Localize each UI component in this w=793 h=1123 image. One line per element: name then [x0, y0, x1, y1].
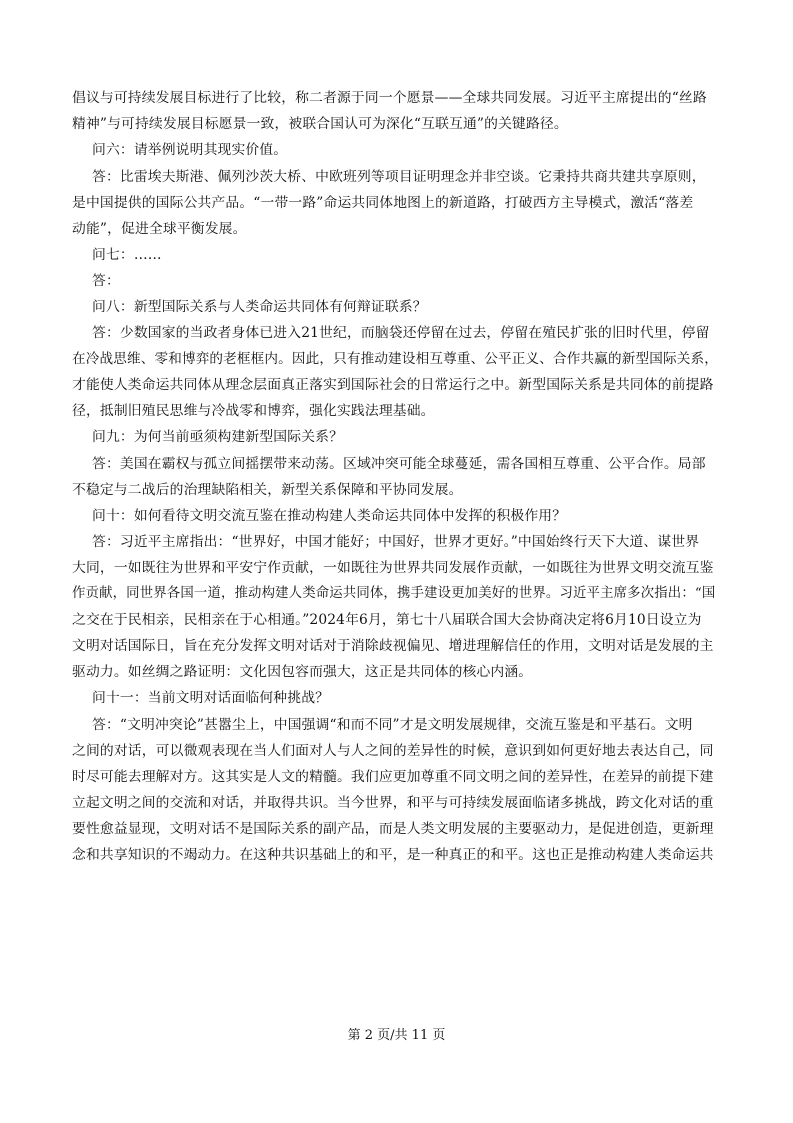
answer-11-line-1: 答：“文明冲突论”甚嚣尘上，中国强调“和而不同”才是文明发展规律，交流互鉴是和平基石。文明: [92, 717, 693, 733]
answer-9-line-1: 答：美国在霸权与孤立间摇摆带来动荡。区域冲突可能全球蔓延，需各国相互尊重、公平合作。局部: [92, 456, 706, 472]
answer-10-line-2: 大同，一如既往为世界和平安宁作贡献，一如既往为世界共同发展作贡献，一如既往为世界文明交流互鉴: [72, 560, 714, 576]
answer-10-line-6: 驱动力。如丝绸之路证明：文化因包容而强大，这正是共同体的核心内涵。: [72, 664, 533, 680]
answer-11-line-3: 时尽可能去理解对方。这其实是人文的精髓。我们应更加尊重不同文明之间的差异性，在差异的前提下建: [72, 769, 714, 785]
page-footer: 第 2 页/共 11 页: [347, 1028, 446, 1043]
answer-10-line-1: 答：习近平主席指出：“世界好，中国才能好；中国好，世界才更好。”中国始终行天下大道、谋世界: [92, 534, 700, 550]
answer-6-line-2: 是中国提供的国际公共产品。“一带一路”命运共同体地图上的新道路，打破西方主导模式，激活“落差: [72, 195, 694, 211]
answer-6-line-1: 答：比雷埃夫斯港、佩列沙茨大桥、中欧班列等项目证明理念并非空谈。它秉持共商共建共享原则，: [92, 169, 706, 185]
question-11: 问十一：当前文明对话面临何种挑战？: [92, 690, 330, 706]
answer-8-line-3: 才能使人类命运共同体从理念层面真正落实到国际社会的日常运行之中。新型国际关系是共同体的前提路: [72, 377, 714, 393]
question-8: 问八：新型国际关系与人类命运共同体有何辩证联系？: [92, 299, 427, 315]
answer-7: 答：: [92, 273, 120, 289]
answer-11-line-4: 立起文明之间的交流和对话，并取得共识。当今世界，和平与可持续发展面临诸多挑战，跨文化对话的重: [72, 795, 714, 811]
answer-11-line-2: 之间的对话，可以微观表现在当人们面对人与人之间的差异性的时候，意识到如何更好地去表达自己，同: [72, 743, 714, 759]
answer-8-line-4: 径，抵制旧殖民思维与冷战零和博弈，强化实践法理基础。: [72, 403, 435, 419]
question-10: 问十：如何看待文明交流互鉴在推动构建人类命运共同体中发挥的积极作用？: [92, 508, 567, 524]
question-6: 问六：请举例说明其现实价值。: [92, 142, 288, 158]
answer-10-line-4: 之交在于民相亲，民相亲在于心相通。”2024年6月，第七十八届联合国大会协商决定将6月10日设立为: [72, 612, 702, 628]
answer-11-line-6: 念和共享知识的不竭动力。在这种共识基础上的和平，是一种真正的和平。这也正是推动构建人类命运共: [72, 847, 714, 863]
text-line-1: 倡议与可持续发展目标进行了比较，称二者源于同一个愿景——全球共同发展。习近平主席提出的“丝路: [72, 90, 707, 106]
answer-8-line-2: 在冷战思维、零和博弈的老框框内。因此，只有推动建设相互尊重、公平正义、合作共赢的新型国际关系，: [72, 351, 718, 367]
answer-8-line-1: 答：少数国家的当政者身体已进入21世纪，而脑袋还停留在过去，停留在殖民扩张的旧时代里，停留: [92, 325, 710, 341]
question-7: 问七：……: [92, 247, 162, 263]
question-9: 问九：为何当前亟须构建新型国际关系？: [92, 429, 344, 445]
answer-10-line-5: 文明对话国际日，旨在充分发挥文明对话对于消除歧视偏见、增进理解信任的作用，文明对话是发展的主: [72, 638, 714, 654]
answer-10-line-3: 作贡献，同世界各国一道，推动构建人类命运共同体，携手建设更加美好的世界。习近平主席多次指出：“国: [72, 586, 716, 601]
text-line-2: 精神”与可持续发展目标愿景一致，被联合国认可为深化“互联互通”的关键路径。: [72, 116, 568, 132]
answer-11-line-5: 要性愈益显现，文明对话不是国际关系的副产品，而是人类文明发展的主要驱动力，是促进创造，更新理: [72, 821, 714, 837]
answer-6-line-3: 动能”，促进全球平衡发展。: [72, 221, 247, 237]
answer-9-line-2: 不稳定与二战后的治理缺陷相关，新型关系保障和平协同发展。: [72, 482, 463, 498]
